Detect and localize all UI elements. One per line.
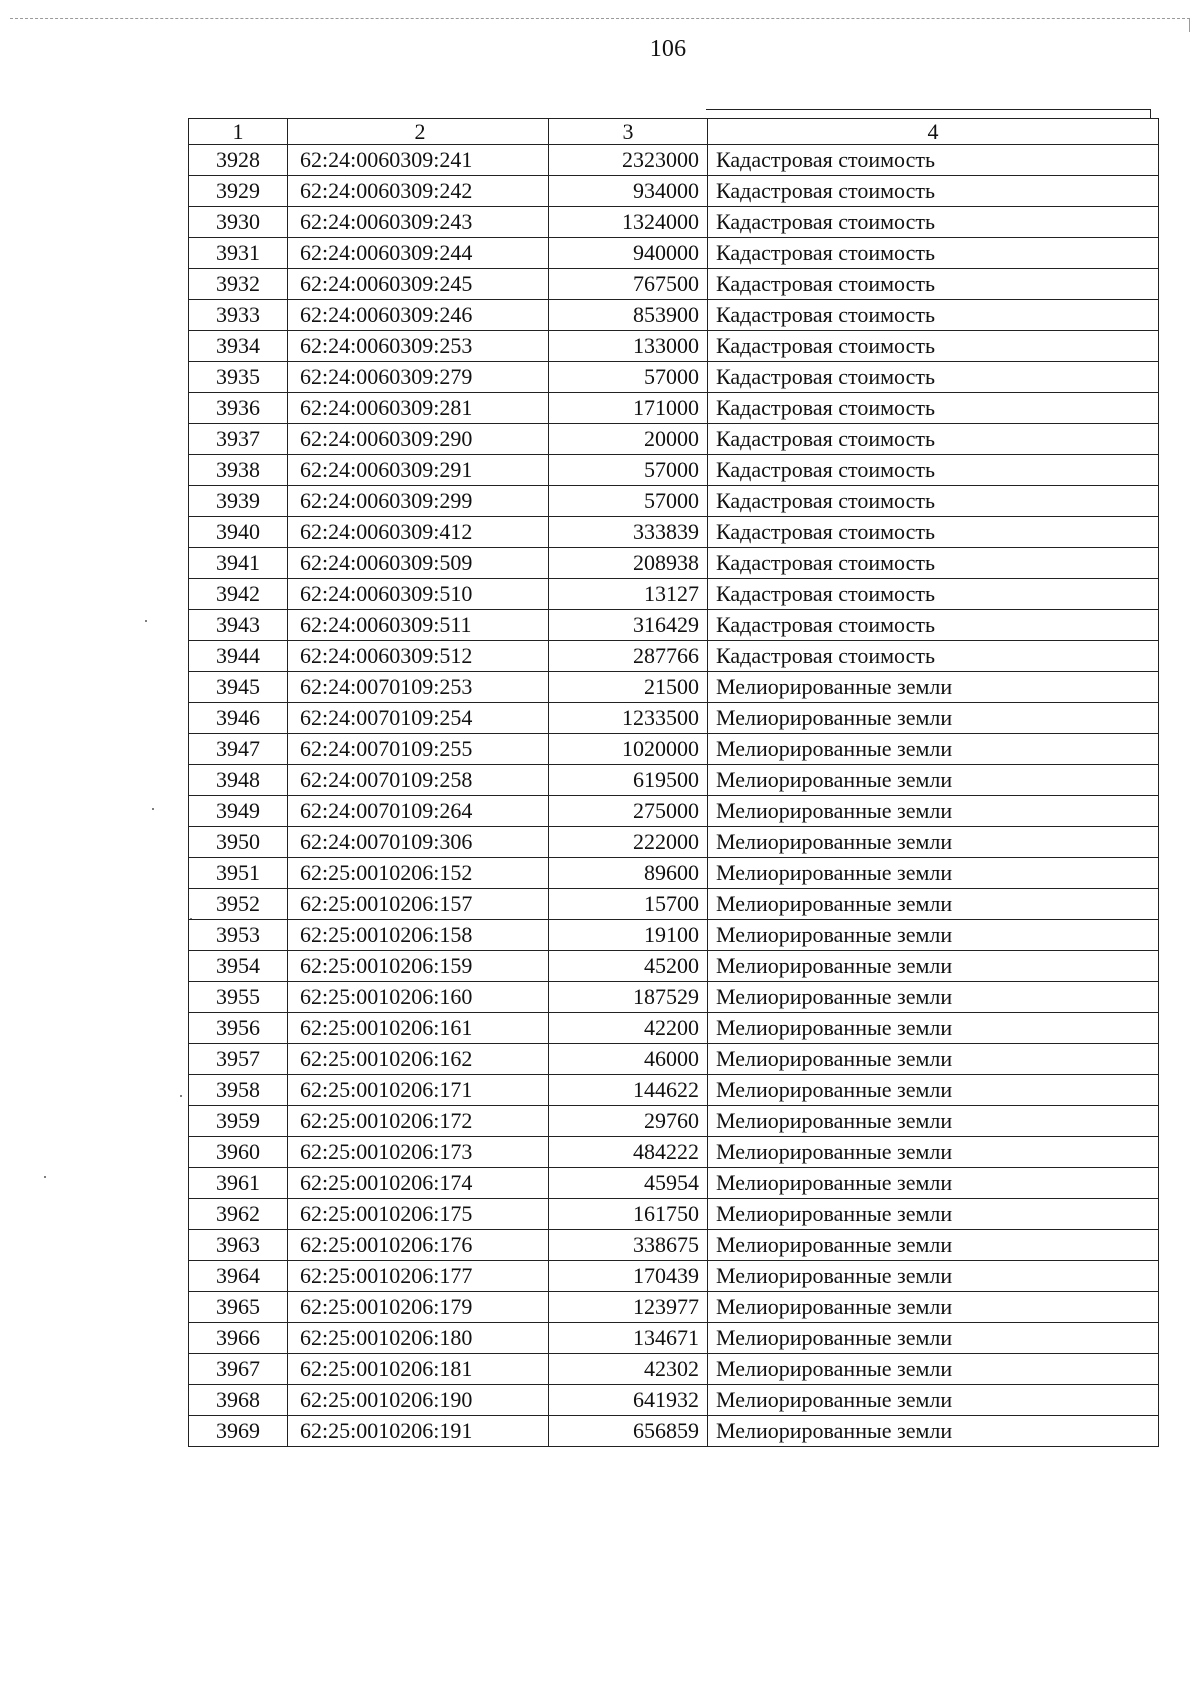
header-cell-4: 4	[708, 119, 1159, 145]
table-row	[189, 1354, 1159, 1385]
row-number-cell: 3949	[189, 796, 288, 827]
table-row	[189, 889, 1159, 920]
value-cell: 316429	[549, 610, 708, 641]
table-row	[189, 362, 1159, 393]
description-cell: Кадастровая стоимость	[708, 176, 1159, 207]
description-cell: Мелиорированные земли	[708, 1230, 1159, 1261]
row-number-cell: 3963	[189, 1230, 288, 1261]
cadastral-number-cell: 62:24:0060309:510	[288, 579, 549, 610]
value-cell: 853900	[549, 300, 708, 331]
row-number-cell: 3953	[189, 920, 288, 951]
description-cell: Мелиорированные земли	[708, 982, 1159, 1013]
description-cell: Мелиорированные земли	[708, 1323, 1159, 1354]
description-cell: Мелиорированные земли	[708, 920, 1159, 951]
table-row	[189, 610, 1159, 641]
table-row	[189, 238, 1159, 269]
table-row	[189, 455, 1159, 486]
row-number-cell: 3961	[189, 1168, 288, 1199]
table-row	[189, 393, 1159, 424]
value-cell: 161750	[549, 1199, 708, 1230]
table-row	[189, 920, 1159, 951]
scan-speck	[152, 808, 154, 810]
cadastral-number-cell: 62:24:0060309:245	[288, 269, 549, 300]
value-cell: 222000	[549, 827, 708, 858]
table-row	[189, 1106, 1159, 1137]
row-number-cell: 3933	[189, 300, 288, 331]
value-cell: 934000	[549, 176, 708, 207]
cadastral-number-cell: 62:24:0070109:306	[288, 827, 549, 858]
table-row	[189, 1137, 1159, 1168]
value-cell: 133000	[549, 331, 708, 362]
row-number-cell: 3947	[189, 734, 288, 765]
cadastral-number-cell: 62:25:0010206:159	[288, 951, 549, 982]
header-cell-1: 1	[189, 119, 288, 145]
value-cell: 170439	[549, 1261, 708, 1292]
description-cell: Кадастровая стоимость	[708, 548, 1159, 579]
cadastral-number-cell: 62:25:0010206:172	[288, 1106, 549, 1137]
row-number-cell: 3957	[189, 1044, 288, 1075]
value-cell: 21500	[549, 672, 708, 703]
table-row	[189, 300, 1159, 331]
description-cell: Мелиорированные земли	[708, 1292, 1159, 1323]
value-cell: 2323000	[549, 145, 708, 176]
cadastral-number-cell: 62:24:0070109:253	[288, 672, 549, 703]
table-row	[189, 176, 1159, 207]
row-number-cell: 3951	[189, 858, 288, 889]
row-number-cell: 3940	[189, 517, 288, 548]
description-cell: Кадастровая стоимость	[708, 145, 1159, 176]
table-row	[189, 145, 1159, 176]
value-cell: 29760	[549, 1106, 708, 1137]
row-number-cell: 3929	[189, 176, 288, 207]
table-row	[189, 858, 1159, 889]
cadastral-number-cell: 62:24:0060309:281	[288, 393, 549, 424]
cadastral-number-cell: 62:25:0010206:174	[288, 1168, 549, 1199]
cadastral-number-cell: 62:25:0010206:173	[288, 1137, 549, 1168]
table-row	[189, 1199, 1159, 1230]
row-number-cell: 3955	[189, 982, 288, 1013]
table-row	[189, 1416, 1159, 1447]
cadastral-number-cell: 62:24:0060309:241	[288, 145, 549, 176]
table-row	[189, 982, 1159, 1013]
description-cell: Кадастровая стоимость	[708, 331, 1159, 362]
row-number-cell: 3942	[189, 579, 288, 610]
value-cell: 171000	[549, 393, 708, 424]
row-number-cell: 3965	[189, 1292, 288, 1323]
cadastral-number-cell: 62:24:0070109:258	[288, 765, 549, 796]
cadastral-number-cell: 62:24:0060309:412	[288, 517, 549, 548]
value-cell: 619500	[549, 765, 708, 796]
row-number-cell: 3968	[189, 1385, 288, 1416]
table-row	[189, 1044, 1159, 1075]
description-cell: Мелиорированные земли	[708, 1168, 1159, 1199]
row-number-cell: 3945	[189, 672, 288, 703]
cadastral-number-cell: 62:25:0010206:160	[288, 982, 549, 1013]
table-row	[189, 1261, 1159, 1292]
row-number-cell: 3928	[189, 145, 288, 176]
row-number-cell: 3960	[189, 1137, 288, 1168]
row-number-cell: 3950	[189, 827, 288, 858]
table-row	[189, 424, 1159, 455]
description-cell: Мелиорированные земли	[708, 889, 1159, 920]
cadastral-number-cell: 62:24:0060309:243	[288, 207, 549, 238]
row-number-cell: 3962	[189, 1199, 288, 1230]
value-cell: 123977	[549, 1292, 708, 1323]
value-cell: 20000	[549, 424, 708, 455]
cadastral-number-cell: 62:25:0010206:152	[288, 858, 549, 889]
description-cell: Кадастровая стоимость	[708, 610, 1159, 641]
cadastral-number-cell: 62:24:0060309:242	[288, 176, 549, 207]
table-row	[189, 1230, 1159, 1261]
value-cell: 42200	[549, 1013, 708, 1044]
row-number-cell: 3952	[189, 889, 288, 920]
row-number-cell: 3964	[189, 1261, 288, 1292]
cadastral-number-cell: 62:24:0070109:264	[288, 796, 549, 827]
description-cell: Мелиорированные земли	[708, 951, 1159, 982]
table-row	[189, 517, 1159, 548]
row-number-cell: 3939	[189, 486, 288, 517]
row-number-cell: 3946	[189, 703, 288, 734]
description-cell: Мелиорированные земли	[708, 1137, 1159, 1168]
value-cell: 338675	[549, 1230, 708, 1261]
value-cell: 89600	[549, 858, 708, 889]
cadastral-number-cell: 62:25:0010206:191	[288, 1416, 549, 1447]
description-cell: Мелиорированные земли	[708, 734, 1159, 765]
cadastral-number-cell: 62:25:0010206:176	[288, 1230, 549, 1261]
value-cell: 57000	[549, 455, 708, 486]
scan-speck	[44, 1176, 46, 1178]
row-number-cell: 3934	[189, 331, 288, 362]
scan-speck	[180, 1095, 182, 1097]
value-cell: 940000	[549, 238, 708, 269]
cadastral-number-cell: 62:25:0010206:158	[288, 920, 549, 951]
row-number-cell: 3959	[189, 1106, 288, 1137]
row-number-cell: 3948	[189, 765, 288, 796]
table-row	[189, 207, 1159, 238]
description-cell: Кадастровая стоимость	[708, 579, 1159, 610]
value-cell: 287766	[549, 641, 708, 672]
value-cell: 144622	[549, 1075, 708, 1106]
row-number-cell: 3941	[189, 548, 288, 579]
cadastral-number-cell: 62:24:0070109:254	[288, 703, 549, 734]
value-cell: 1233500	[549, 703, 708, 734]
description-cell: Мелиорированные земли	[708, 827, 1159, 858]
description-cell: Мелиорированные земли	[708, 1385, 1159, 1416]
cadastral-table	[188, 118, 1159, 1447]
data-table-wrapper	[188, 118, 1151, 1447]
cadastral-number-cell: 62:24:0060309:244	[288, 238, 549, 269]
value-cell: 1324000	[549, 207, 708, 238]
cadastral-number-cell: 62:24:0060309:246	[288, 300, 549, 331]
cadastral-number-cell: 62:25:0010206:175	[288, 1199, 549, 1230]
cadastral-number-cell: 62:25:0010206:177	[288, 1261, 549, 1292]
table-header-row	[189, 119, 1159, 145]
table-row	[189, 765, 1159, 796]
cadastral-number-cell: 62:24:0060309:291	[288, 455, 549, 486]
header-cell-2: 2	[288, 119, 549, 145]
cadastral-number-cell: 62:24:0060309:290	[288, 424, 549, 455]
table-row	[189, 641, 1159, 672]
cadastral-number-cell: 62:24:0060309:512	[288, 641, 549, 672]
table-row	[189, 269, 1159, 300]
row-number-cell: 3956	[189, 1013, 288, 1044]
value-cell: 656859	[549, 1416, 708, 1447]
value-cell: 134671	[549, 1323, 708, 1354]
value-cell: 484222	[549, 1137, 708, 1168]
table-row	[189, 672, 1159, 703]
description-cell: Кадастровая стоимость	[708, 300, 1159, 331]
cadastral-number-cell: 62:25:0010206:161	[288, 1013, 549, 1044]
description-cell: Мелиорированные земли	[708, 1013, 1159, 1044]
value-cell: 275000	[549, 796, 708, 827]
value-cell: 45954	[549, 1168, 708, 1199]
row-number-cell: 3967	[189, 1354, 288, 1385]
description-cell: Кадастровая стоимость	[708, 424, 1159, 455]
value-cell: 641932	[549, 1385, 708, 1416]
table-row	[189, 1292, 1159, 1323]
description-cell: Мелиорированные земли	[708, 1075, 1159, 1106]
cadastral-number-cell: 62:25:0010206:171	[288, 1075, 549, 1106]
table-row	[189, 1385, 1159, 1416]
row-number-cell: 3966	[189, 1323, 288, 1354]
row-number-cell: 3936	[189, 393, 288, 424]
row-number-cell: 3932	[189, 269, 288, 300]
row-number-cell: 3944	[189, 641, 288, 672]
table-row	[189, 486, 1159, 517]
description-cell: Мелиорированные земли	[708, 1106, 1159, 1137]
cadastral-number-cell: 62:25:0010206:181	[288, 1354, 549, 1385]
scan-speck	[145, 620, 147, 622]
description-cell: Кадастровая стоимость	[708, 238, 1159, 269]
description-cell: Мелиорированные земли	[708, 1199, 1159, 1230]
table-row	[189, 1013, 1159, 1044]
table-row	[189, 951, 1159, 982]
cadastral-number-cell: 62:24:0060309:509	[288, 548, 549, 579]
value-cell: 333839	[549, 517, 708, 548]
description-cell: Мелиорированные земли	[708, 672, 1159, 703]
cadastral-number-cell: 62:24:0060309:253	[288, 331, 549, 362]
cadastral-number-cell: 62:25:0010206:179	[288, 1292, 549, 1323]
value-cell: 57000	[549, 362, 708, 393]
cadastral-number-cell: 62:24:0060309:511	[288, 610, 549, 641]
table-row	[189, 827, 1159, 858]
description-cell: Мелиорированные земли	[708, 1416, 1159, 1447]
description-cell: Мелиорированные земли	[708, 796, 1159, 827]
description-cell: Кадастровая стоимость	[708, 393, 1159, 424]
description-cell: Кадастровая стоимость	[708, 207, 1159, 238]
description-cell: Мелиорированные земли	[708, 765, 1159, 796]
cadastral-number-cell: 62:25:0010206:180	[288, 1323, 549, 1354]
cadastral-number-cell: 62:25:0010206:190	[288, 1385, 549, 1416]
row-number-cell: 3935	[189, 362, 288, 393]
value-cell: 13127	[549, 579, 708, 610]
table-row	[189, 734, 1159, 765]
scan-top-border-line	[10, 18, 1190, 19]
row-number-cell: 3943	[189, 610, 288, 641]
description-cell: Мелиорированные земли	[708, 1261, 1159, 1292]
table-right-extension-line	[1150, 109, 1151, 119]
cadastral-number-cell: 62:25:0010206:157	[288, 889, 549, 920]
cadastral-number-cell: 62:24:0070109:255	[288, 734, 549, 765]
value-cell: 46000	[549, 1044, 708, 1075]
row-number-cell: 3958	[189, 1075, 288, 1106]
header-cell-3: 3	[549, 119, 708, 145]
table-row	[189, 796, 1159, 827]
description-cell: Кадастровая стоимость	[708, 486, 1159, 517]
row-number-cell: 3930	[189, 207, 288, 238]
table-row	[189, 703, 1159, 734]
table-body	[189, 119, 1159, 1447]
description-cell: Мелиорированные земли	[708, 703, 1159, 734]
row-number-cell: 3954	[189, 951, 288, 982]
row-number-cell: 3969	[189, 1416, 288, 1447]
row-number-cell: 3938	[189, 455, 288, 486]
description-cell: Кадастровая стоимость	[708, 455, 1159, 486]
description-cell: Мелиорированные земли	[708, 1354, 1159, 1385]
scan-right-edge-mark	[1189, 18, 1190, 32]
description-cell: Кадастровая стоимость	[708, 269, 1159, 300]
table-row	[189, 1075, 1159, 1106]
value-cell: 15700	[549, 889, 708, 920]
table-row	[189, 1323, 1159, 1354]
description-cell: Кадастровая стоимость	[708, 641, 1159, 672]
value-cell: 19100	[549, 920, 708, 951]
value-cell: 767500	[549, 269, 708, 300]
table-row	[189, 548, 1159, 579]
description-cell: Кадастровая стоимость	[708, 517, 1159, 548]
value-cell: 208938	[549, 548, 708, 579]
value-cell: 187529	[549, 982, 708, 1013]
page-number: 106	[649, 36, 687, 62]
description-cell: Кадастровая стоимость	[708, 362, 1159, 393]
value-cell: 42302	[549, 1354, 708, 1385]
value-cell: 45200	[549, 951, 708, 982]
table-row	[189, 331, 1159, 362]
value-cell: 1020000	[549, 734, 708, 765]
value-cell: 57000	[549, 486, 708, 517]
description-cell: Мелиорированные земли	[708, 858, 1159, 889]
cadastral-number-cell: 62:25:0010206:162	[288, 1044, 549, 1075]
table-row	[189, 579, 1159, 610]
row-number-cell: 3937	[189, 424, 288, 455]
description-cell: Мелиорированные земли	[708, 1044, 1159, 1075]
row-number-cell: 3931	[189, 238, 288, 269]
cadastral-number-cell: 62:24:0060309:299	[288, 486, 549, 517]
table-row	[189, 1168, 1159, 1199]
cadastral-number-cell: 62:24:0060309:279	[288, 362, 549, 393]
table-top-extension-line	[706, 109, 1151, 110]
